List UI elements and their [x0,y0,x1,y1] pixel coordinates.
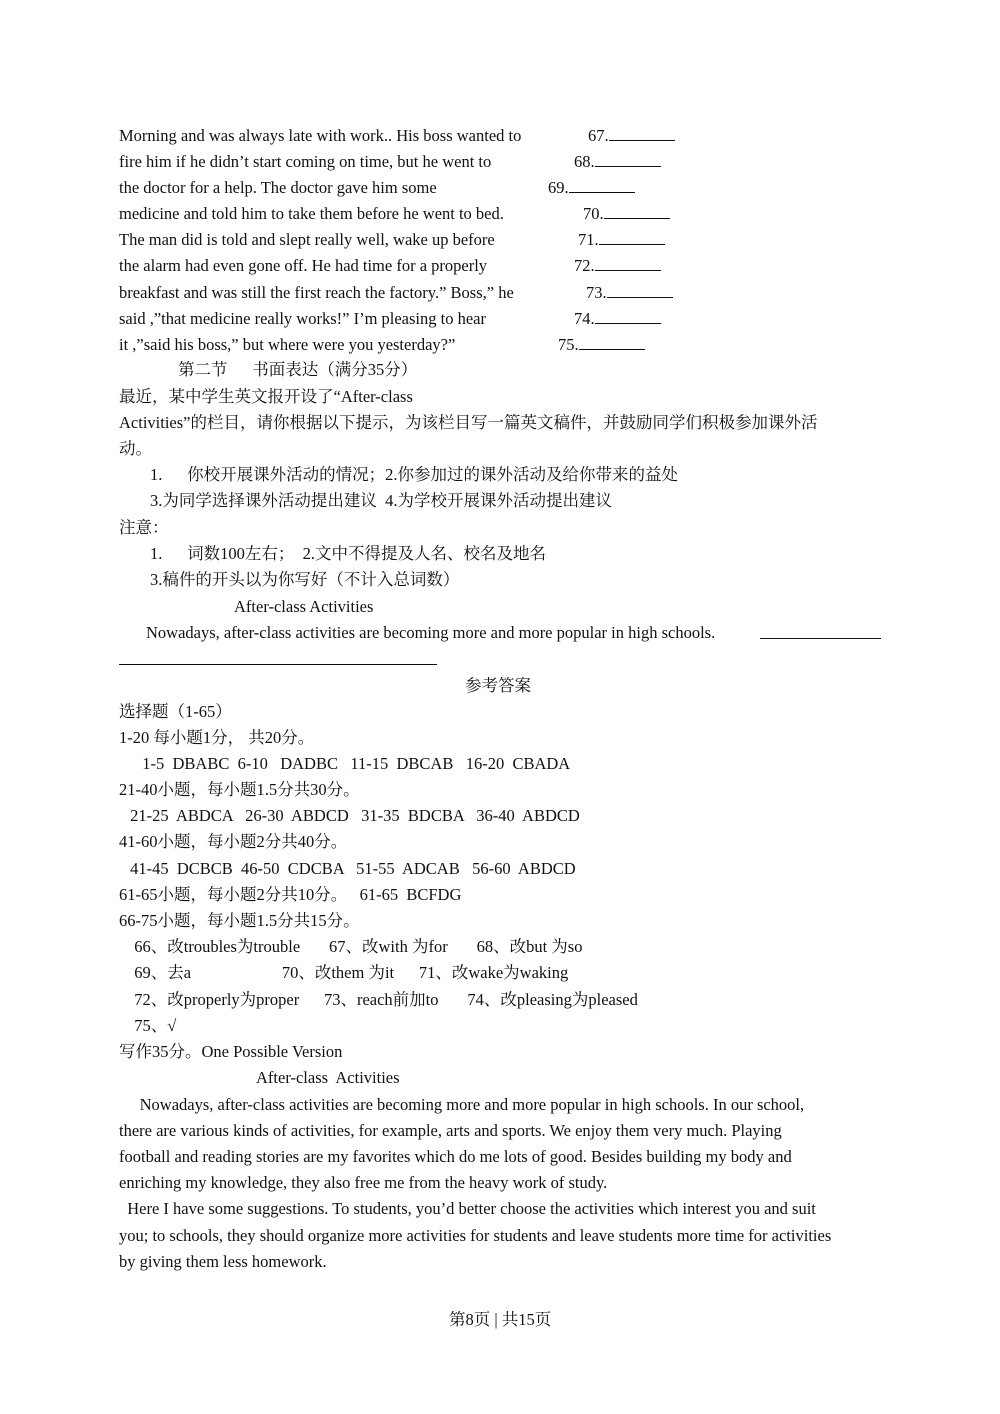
blank-line[interactable] [604,204,670,219]
essay-answer-line-2[interactable] [119,664,437,665]
writing-prompt-line-1: 最近，某中学生英文报开设了“After-class [119,387,413,406]
blank-number: 74. [574,309,595,328]
passage-line-3: the doctor for a help. The doctor gave him some [119,178,437,197]
note-2: 3.稿件的开头以为你写好（不计入总词数） [150,570,460,589]
answer-key-line: 41-45 DCBCB 46-50 CDCBA 51-55 ADCAB 56-60 ABDCD [126,859,576,878]
sample-essay-line: Here I have some suggestions. To students, you’d better choose the activities which interest you and suit [119,1199,816,1218]
sample-essay-line: enriching my knowledge, they also free me from the heavy work of study. [119,1173,608,1192]
essay-answer-line[interactable] [760,638,881,639]
blank-number: 68. [574,152,595,171]
answer-key-line: 69、去a 70、改them 为it 71、改wake为waking [126,963,569,982]
section2-heading: 第二节 书面表达（满分35分） [178,360,418,379]
blank-number: 75. [558,335,579,354]
passage-line-7: breakfast and was still the first reach the factory.” Boss,” he [119,283,514,302]
answer-key-line: 选择题（1-65） [119,702,232,721]
blank-line[interactable] [599,230,665,245]
writing-prompt-line-2: Activities”的栏目，请你根据以下提示，为该栏目写一篇英文稿件，并鼓励同学们积极参加课外活 [119,413,818,432]
answer-key-line: 66、改troubles为trouble 67、改with 为for 68、改but 为so [126,937,583,956]
answer-blank-71[interactable] [578,230,665,250]
passage-line-5: The man did is told and slept really well, wake up before [119,230,495,249]
passage-line-6: the alarm had even gone off. He had time for a properly [119,256,488,275]
page-footer: 第8页 | 共15页 [449,1310,552,1329]
essay-title: After-class Activities [234,597,374,616]
sample-essay-line: by giving them less homework. [119,1252,327,1271]
answer-key-line: 72、改properly为proper 73、reach前加to 74、改pleasing为pleased [126,990,638,1009]
answer-key-line: 21-25 ABDCA 26-30 ABDCD 31-35 BDCBA 36-40 ABDCD [126,806,580,825]
blank-number: 73. [586,283,607,302]
passage-line-9: it ,”said his boss,” but where were you yesterday?” [119,335,456,354]
sample-essay-line: you; to schools, they should organize more activities for students and leave students more time for activities [119,1226,832,1245]
answer-blank-68[interactable] [574,152,661,172]
passage-line-4: medicine and told him to take them before he went to bed. [119,204,504,223]
sample-essay-line: Nowadays, after-class activities are becoming more and more popular in high schools. In our school, [119,1095,805,1114]
answer-key-heading: 参考答案 [465,676,531,695]
blank-line[interactable] [569,178,635,193]
blank-number: 70. [583,204,604,223]
blank-number: 69. [548,178,569,197]
blank-line[interactable] [579,335,645,350]
answer-blank-74[interactable] [574,309,661,329]
blank-line[interactable] [595,309,661,324]
essay-opening: Nowadays, after-class activities are becoming more and more popular in high schools. [146,623,716,642]
answer-key-line: 41-60小题，每小题2分共40分。 [119,832,348,851]
answer-key-line: 21-40小题，每小题1.5分共30分。 [119,780,360,799]
writing-prompt-line-3: 动。 [119,439,152,458]
answer-blank-75[interactable] [558,335,645,355]
writing-hint-1: 1. 你校开展课外活动的情况；2.你参加过的课外活动及给你带来的益处 [150,465,678,484]
answer-key-line: 1-5 DBABC 6-10 DADBC 11-15 DBCAB 16-20 CBADA [134,754,571,773]
passage-line-2: fire him if he didn’t start coming on time, but he went to [119,152,492,171]
answer-blank-69[interactable] [548,178,635,198]
answer-blank-70[interactable] [583,204,670,224]
blank-number: 72. [574,256,595,275]
sample-essay-line: football and reading stories are my favorites which do me lots of good. Besides building my body and [119,1147,792,1166]
sample-essay-title: After-class Activities [256,1068,400,1087]
blank-line[interactable] [595,152,661,167]
answer-key-line: 61-65小题，每小题2分共10分。 61-65 BCFDG [119,885,462,904]
blank-line[interactable] [609,126,675,141]
answer-key-line: 写作35分。One Possible Version [119,1042,343,1061]
answer-blank-73[interactable] [586,283,673,303]
answer-blank-67[interactable] [588,126,675,146]
answer-blank-72[interactable] [574,256,661,276]
blank-number: 71. [578,230,599,249]
answer-key-line: 75、√ [126,1016,177,1035]
note-label: 注意： [119,518,169,537]
blank-number: 67. [588,126,609,145]
writing-hint-2: 3.为同学选择课外活动提出建议 4.为学校开展课外活动提出建议 [150,491,612,510]
answer-key-line: 66-75小题，每小题1.5分共15分。 [119,911,360,930]
passage-line-1: Morning and was always late with work.. His boss wanted to [119,126,522,145]
blank-line[interactable] [607,283,673,298]
note-1: 1. 词数100左右； 2.文中不得提及人名、校名及地名 [150,544,546,563]
sample-essay-line: there are various kinds of activities, for example, arts and sports. We enjoy them very much. Playing [119,1121,782,1140]
passage-line-8: said ,”that medicine really works!” I’m pleasing to hear [119,309,486,328]
blank-line[interactable] [595,256,661,271]
answer-key-line: 1-20 每小题1分， 共20分。 [119,728,315,747]
